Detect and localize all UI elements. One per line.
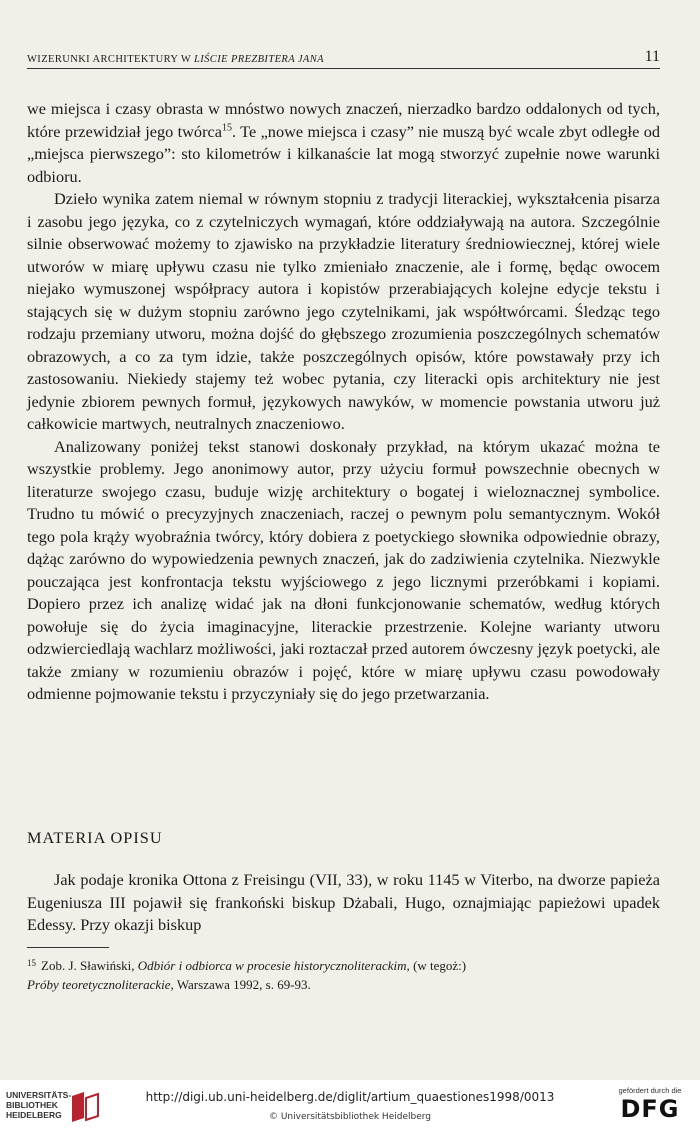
footnote	[27, 954, 660, 994]
source-url-link[interactable]: http://digi.ub.uni-heidelberg.de/diglit/artium_quaestiones1998/0013	[145, 1090, 555, 1104]
copyright-notice: © Universitätsbibliothek Heidelberg	[268, 1112, 431, 1122]
viewer-footer	[0, 1080, 700, 1135]
funder-logo[interactable]	[610, 1086, 690, 1130]
library-line-2: BIBLIOTHEK	[6, 1100, 58, 1110]
page-number: 11	[644, 48, 660, 65]
footnote-book: Próby teoretycznoliterackie,	[27, 977, 174, 992]
section-paragraph-1: Jak podaje kronika Ottona z Freisingu (VII, 33), w roku 1145 w Viterbo, na dworze papieża Eugeniusza III pojawił się frankoński biskup Dżabali, Hugo, oznajmiając papieżowi upadek Edessy. Przy okazji biskup	[27, 870, 660, 934]
paragraph-3: Analizowany poniżej tekst stanowi doskonały przykład, na którym ukazać można te wszystkie problemy. Jego anonimowy autor, przy użyciu formuł powszechnie obecnych w literaturze swojego czasu, buduje wizję architektury o bogatej i wieloznacznej symbolice. Trudno tu mówić o precyzyjnych znaczeniach, raczej o pewnym polu semantycznym. Wokół tego pola krąży wyobraźnia twórcy, który dobiera z poetyckiego słownika odpowiednie obrazy, dążąc zarówno do wypowiedzenia pewnych znaczeń, jak do zadziwienia czytelnika. Niezwykle pouczająca jest konfrontacja tekstu wyjściowego z jego licznymi przeróbkami i kopiami. Dopiero przez ich analizę widać jak na dłoni funkcjonowanie schematów, według których powołuje się do życia imaginacyjne, literackie przestrzenie. Kolejne warianty utworu odzwierciedlają wachlarz możliwości, jaki roztaczał przed autorem ówczesny język poetycki, ale także zmiany w rozumieniu obrazów i pojęć, które w miarę upływu czasu powodowały odmienne pojmowanie tekstu i przyczyniały się do jego przetwarzania.	[27, 436, 660, 703]
paragraph-1-text: we miejsca i czasy obrasta w mnóstwo nowych znaczeń, nierzadko bardzo oddalonych od tych, które przewidział jego twórca	[27, 99, 660, 141]
running-title	[27, 54, 324, 65]
footnote-number: 15	[27, 958, 36, 968]
footnote-ref[interactable]: 15	[221, 122, 232, 134]
footnote-mid: (w tegoż:)	[413, 958, 467, 973]
section-heading: MATERIA OPISU	[27, 828, 163, 847]
funder-label: gefördert durch die	[618, 1086, 682, 1095]
paragraph-1-rest: . Te „nowe miejsca i czasy” nie muszą być wcale zbyt odległe od „miejsca pierwszego”: sto kilometrów i kilkanaście lat mogą stworzyć zupełnie nowe warunki odbioru.	[27, 121, 660, 186]
paragraph-2: Dzieło wynika zatem niemal w równym stopniu z tradycji literackiej, wykształcenia pisarza i zasobu jego języka, co z czytelniczych wymagań, które oddziaływają na autora. Szczególnie silnie obserwować możemy to zjawisko na przykładzie literatury średniowiecznej, której wiele utworów w miarę upływu czasu nie tylko zmieniało znaczenie, ale i formę, będąc owocem niejako wymuszonej współpracy autora i kopistów przerabiających kolejne edycje tekstu i stających się w dużym stopniu zarówno jego czytelnikami, jak współtwórcami. Śledząc tego rodzaju przemiany utworu, można dojść do głębszego zrozumienia poszczególnych schematów obrazowych, a co za tym idzie, także poszczególnych opisów, które powstawały przy ich zastosowaniu. Niekiedy stajemy też wobec pytania, czy literacki opis architektury nie jest jedynie zbiorem pewnych formuł, językowych nawyków, w momencie powstania utworu już całkowicie martwych, neutralnych znaczeniowo.	[27, 189, 660, 433]
section-text	[27, 869, 660, 937]
library-line-1: UNIVERSITÄTS-	[6, 1090, 72, 1100]
footnote-divider	[27, 947, 109, 948]
paragraph-1	[27, 98, 660, 188]
running-title-plain: WIZERUNKI ARCHITEKTURY W	[27, 54, 191, 65]
main-text	[27, 98, 660, 706]
footnote-title: Odbiór i odbiorca w procesie historycznoliterackim,	[137, 958, 410, 973]
footnote-author: Zob. J. Sławiński,	[41, 958, 135, 973]
footnote-rest: Warszawa 1992, s. 69-93.	[176, 977, 311, 992]
library-line-3: HEIDELBERG	[6, 1110, 62, 1120]
dfg-logo-icon: DFG	[620, 1095, 680, 1123]
running-title-italic: LIŚCIE PREZBITERA JANA	[194, 54, 324, 65]
running-header	[27, 40, 660, 69]
